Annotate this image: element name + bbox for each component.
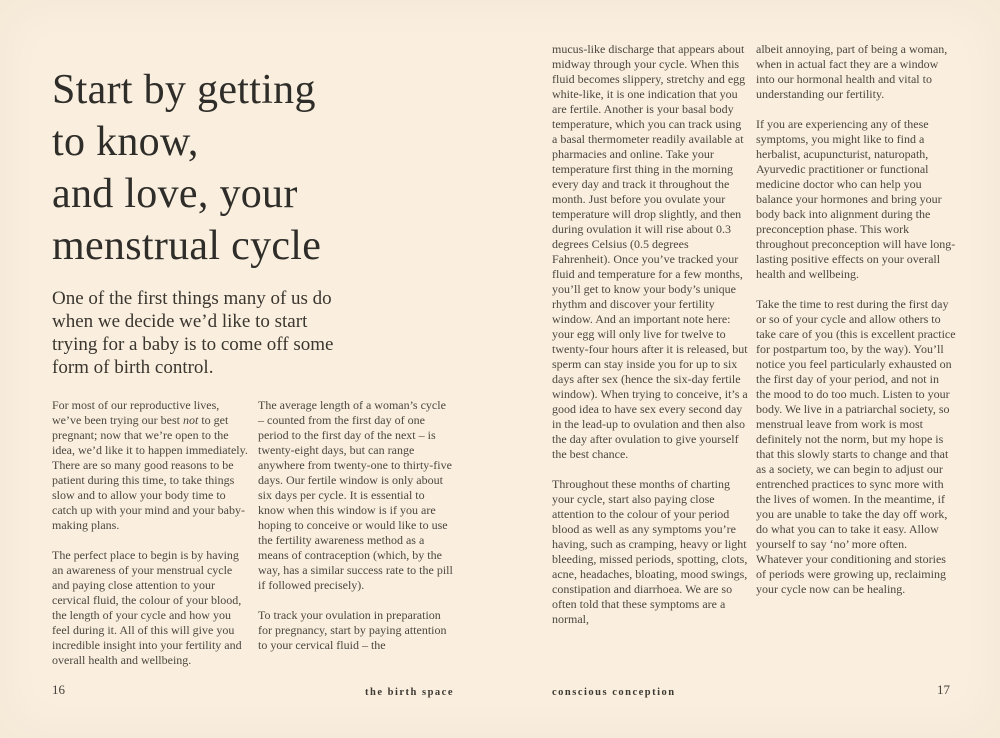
paragraph-text: to get pregnant; now that we’re open to the idea, we’d like it to happen immediately. There are so many good reasons to be patient during this time, to take things slow and to allow your body time to catch up with your mind and your baby-making plans. [52, 413, 248, 532]
body-paragraph: If you are experiencing any of these symptoms, you might like to find a herbalist, acupuncturist, naturopath, Ayurvedic practitioner or functional medicine doctor who can help you balance your hormones and bring your body back into alignment during the preconception phase. This work throughout preconception will have long-lasting positive effects on your overall health and wellbeing. [756, 117, 956, 281]
body-column-left-2 [258, 398, 454, 653]
body-paragraph [52, 398, 248, 533]
chapter-heading-line: to know, [52, 119, 199, 166]
body-paragraph: Throughout these months of charting your cycle, start also paying close attention to the colour of your period blood as well as any symptoms you’re having, such as cramping, heavy or light bleeding, missed periods, spotting, clots, acne, headaches, bloating, mood swings, constipation and diarrhoea. We are so often told that these symptoms are a normal, [552, 477, 748, 626]
running-title-book: the birth space [365, 687, 454, 698]
running-title-chapter: conscious conception [552, 687, 676, 698]
body-column-right-1 [552, 42, 748, 627]
paragraph-text: For most of our reproductive lives, we’ve been trying our best [52, 398, 220, 427]
page-number-right: 17 [937, 682, 950, 697]
italic-word: not [182, 413, 199, 427]
page-number-left: 16 [52, 682, 65, 697]
body-column-left-1 [52, 398, 248, 668]
chapter-heading-line: Start by getting [52, 67, 316, 114]
chapter-heading [52, 64, 321, 272]
chapter-heading-line: menstrual cycle [52, 223, 322, 270]
body-paragraph: Take the time to rest during the first day or so of your cycle and allow others to take care of you (this is excellent practice for postpartum too, by the way). You’ll notice you feel particularly exhausted on the first day of your period, and not in the mood to do too much. Listen to your body. We live in a patriarchal society, so menstrual leave from work is most definitely not the norm, but my hope is that this slowly starts to change and that as a society, we can begin to adjust our entrenched practices to sync more with the lives of women. In the meantime, if you are unable to take the day off work, do what you can to take it easy. Allow yourself to say ‘no’ more often. Whatever your conditioning and stories of periods were growing up, reclaiming your cycle now can be healing. [756, 297, 956, 596]
body-paragraph: albeit annoying, part of being a woman, when in actual fact they are a window into our hormonal health and vital to understanding our fertility. [756, 42, 948, 101]
body-paragraph: mucus-like discharge that appears about midway through your cycle. When this fluid becomes slippery, stretchy and egg white-like, it is one indication that you are fertile. Another is your basal body temperature, which you can track using a basal thermometer readily available at pharmacies and online. Take your temperature first thing in the morning every day and track it throughout the month. Just before you ovulate your temperature will drop slightly, and then during ovulation it will rise about 0.3 degrees Celsius (0.5 degrees Fahrenheit). Once you’ve tracked your fluid and temperature for a few months, you’ll get to know your body’s unique rhythm and discover your fertility window. And an important note here: your egg will only live for twelve to twenty-four hours after it is released, but sperm can stay inside you for up to six days after sex (hence the six-day fertile window). When trying to conceive, it’s a good idea to have sex every second day in the lead-up to ovulation and then also the day after ovulation to give yourself the best chance. [552, 42, 748, 461]
body-paragraph: The average length of a woman’s cycle – counted from the first day of one period to the first day of the next – is twenty-eight days, but can range anywhere from twenty-one to thirty-five days. Our fertile window is only about six days per cycle. It is essential to know when this window is if you are hoping to conceive or would like to use the fertility awareness method as a means of contraception (which, by the way, has a similar success rate to the pill if followed precisely). [258, 398, 453, 592]
body-column-right-2 [756, 42, 956, 597]
body-paragraph: The perfect place to begin is by having an awareness of your menstrual cycle and paying close attention to your cervical fluid, the colour of your blood, the length of your cycle and how you feel during it. All of this will give you incredible insight into your fertility and overall health and wellbeing. [52, 548, 242, 667]
body-paragraph: To track your ovulation in preparation for pregnancy, start by paying attention to your cervical fluid – the [258, 608, 447, 652]
intro-paragraph: One of the first things many of us do when we decide we’d like to start trying for a baby is to come off some form of birth control. [52, 288, 334, 378]
chapter-heading-line: and love, your [52, 171, 298, 218]
